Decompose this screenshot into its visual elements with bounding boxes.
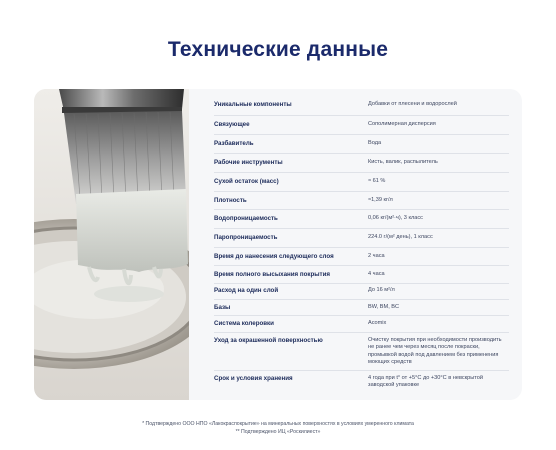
spec-label: Уникальные компоненты (214, 101, 292, 108)
spec-label: Время полного высыхания покрытия (214, 271, 331, 278)
spec-row (214, 316, 509, 333)
spec-label: Уход за окрашенной поверхностью (214, 337, 323, 344)
spec-value: Кисть, валик, распылитель (368, 159, 438, 165)
spec-value: До 16 м²/л (368, 287, 395, 293)
spec-value: Очистку покрытия при необходимости производить не ранее чем через месяц после покраски, промывкой водой под давлением без применения моющих средств (368, 337, 502, 366)
spec-value: Сополимерная дисперсия (368, 121, 436, 127)
spec-value: 2 часа (368, 253, 385, 259)
spec-value: 224.0 г/(м² день), 1 класс (368, 234, 433, 240)
spec-row (214, 116, 509, 135)
spec-row (214, 266, 509, 284)
spec-label: Срок и условия хранения (214, 375, 293, 382)
footnotes (0, 421, 556, 436)
spec-label: Рабочие инструменты (214, 159, 283, 166)
spec-row (214, 135, 509, 154)
spec-label: Базы (214, 304, 231, 311)
spec-value: BW, BM, BC (368, 304, 400, 310)
footnote: * Подтверждено ООО НПО «Лакокраспокрытие» на минеральных поверхностях в условиях умеренного климата (142, 421, 414, 427)
spec-value: Добавки от плесени и водорослей (368, 101, 457, 107)
spec-value: Acomix (368, 320, 387, 326)
spec-value: ≈ 61 % (368, 178, 386, 184)
spec-label: Связующее (214, 121, 250, 128)
spec-row (214, 154, 509, 173)
spec-label: Разбавитель (214, 140, 254, 147)
spec-label: Расход на один слой (214, 287, 279, 294)
spec-value: 4 часа (368, 271, 385, 277)
spec-row (214, 192, 509, 210)
spec-row (214, 284, 509, 300)
page-title: Технические данные (167, 38, 389, 61)
spec-row (214, 210, 509, 229)
paint-brush-photo (34, 89, 189, 400)
spec-label: Время до нанесения следующего слоя (214, 253, 334, 260)
spec-label: Паропроницаемость (214, 234, 278, 241)
spec-row (214, 333, 509, 371)
spec-row (214, 300, 509, 316)
spec-label: Сухой остаток (масс) (214, 178, 279, 185)
specs-table (214, 89, 522, 400)
spec-value: 4 года при t° от +5°C до +30°C в невскрытой заводской упаковке (368, 375, 483, 389)
spec-card (34, 89, 522, 400)
spec-row (214, 98, 509, 116)
spec-row (214, 248, 509, 266)
spec-row (214, 229, 509, 248)
spec-value: ≈1,39 кг/л (368, 197, 393, 203)
spec-label: Система колеровки (214, 320, 274, 327)
spec-label: Плотность (214, 197, 247, 204)
spec-row (214, 371, 509, 396)
spec-label: Водопроницаемость (214, 215, 278, 222)
spec-value: 0,06 кг/(м²·ч), 3 класс (368, 215, 423, 221)
footnote: ** Подтверждено ИЦ «Роскилиест» (235, 428, 321, 435)
spec-value: Вода (368, 140, 382, 146)
paint-brush-illustration (34, 89, 189, 400)
spec-row (214, 173, 509, 192)
